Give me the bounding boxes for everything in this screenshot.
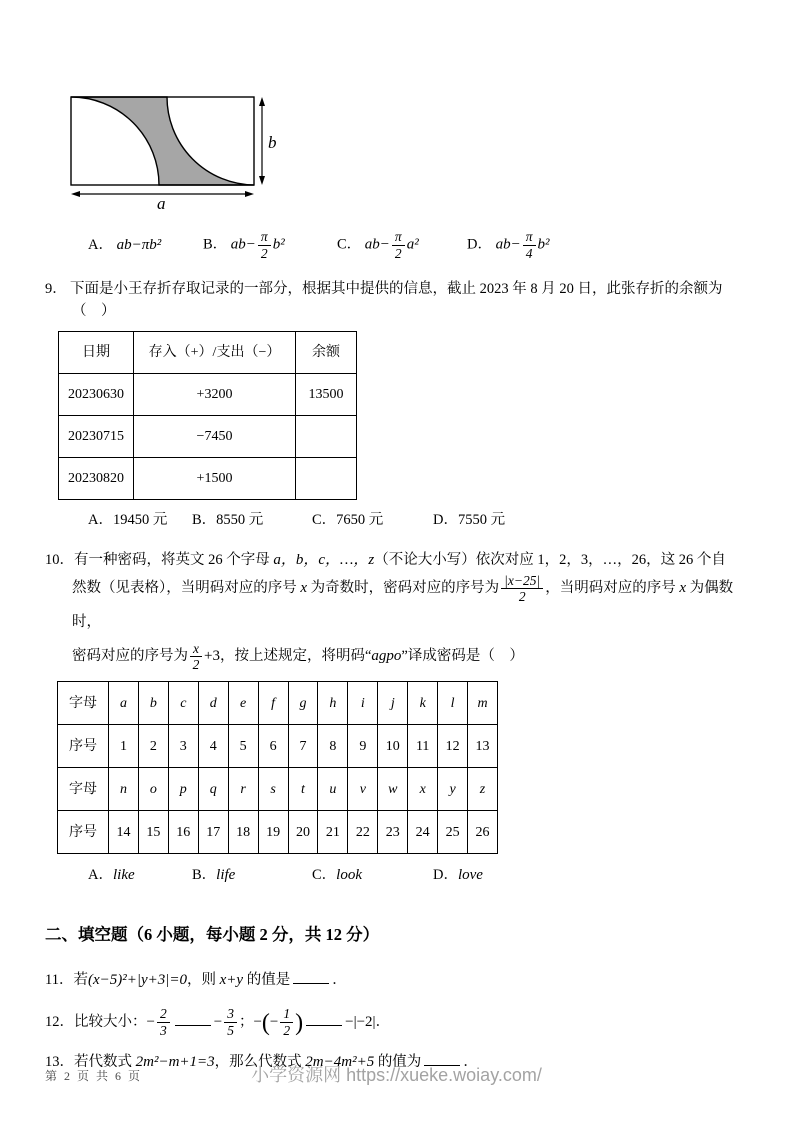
option-formula-pre: ab− bbox=[495, 236, 521, 253]
question-number: 13． bbox=[45, 1053, 74, 1070]
table-cell: h bbox=[318, 682, 348, 725]
q8-option-b bbox=[203, 229, 337, 261]
option-label: B． bbox=[192, 511, 217, 528]
fraction bbox=[224, 1006, 237, 1038]
option-label: C． bbox=[312, 511, 337, 528]
table-row bbox=[58, 811, 498, 854]
table-row bbox=[58, 768, 498, 811]
close-paren: ) bbox=[295, 1009, 304, 1036]
option-text: love bbox=[457, 866, 483, 883]
q10-var-x: x bbox=[679, 580, 686, 597]
dimension-arrow-b bbox=[259, 97, 265, 185]
q9-line2 bbox=[45, 301, 748, 323]
option-label: C． bbox=[312, 866, 337, 883]
q10-line1 bbox=[45, 549, 748, 572]
q13-equation: 2m²−m+1=3 bbox=[135, 1053, 215, 1070]
option-formula-pre: ab− bbox=[230, 236, 256, 253]
option-label: D． bbox=[467, 236, 492, 253]
table-cell: 20230715 bbox=[59, 415, 134, 457]
q10-text: ”译成密码是（ ） bbox=[401, 648, 524, 665]
q8-options-row bbox=[88, 225, 748, 265]
fraction bbox=[523, 229, 536, 261]
figure-label-b: b bbox=[268, 133, 277, 152]
table-cell: 字母 bbox=[58, 768, 109, 811]
fraction-denominator: 2 bbox=[283, 1022, 291, 1038]
option-formula: ab−πb² bbox=[116, 236, 162, 253]
table-cell: 20230630 bbox=[59, 373, 134, 415]
q11-text: ，则 bbox=[187, 972, 220, 988]
bank-record-table bbox=[58, 331, 357, 500]
fraction-numerator: 3 bbox=[224, 1006, 237, 1023]
table-cell: 21 bbox=[318, 811, 348, 854]
q10-text: （不论大小写）依次对应 1，2，3，…，26，这 26 个自 bbox=[374, 551, 726, 568]
table-cell: +3200 bbox=[134, 373, 296, 415]
page-footer bbox=[0, 1062, 793, 1089]
table-cell: 3 bbox=[168, 725, 198, 768]
option-text: life bbox=[216, 866, 236, 883]
q10-text: 有一种密码，将英文 26 个字母 bbox=[74, 551, 274, 568]
fraction-numerator: x bbox=[190, 641, 202, 658]
table-cell: −7450 bbox=[134, 415, 296, 457]
table-cell: 15 bbox=[138, 811, 168, 854]
minus-sign: − bbox=[253, 1013, 262, 1030]
table-cell: 序号 bbox=[58, 725, 109, 768]
table-cell: q bbox=[198, 768, 228, 811]
open-paren: ( bbox=[261, 1009, 270, 1036]
table-cell: e bbox=[228, 682, 258, 725]
fraction-denominator: 5 bbox=[227, 1022, 234, 1038]
fraction-denominator: 2 bbox=[518, 589, 526, 605]
fraction-numerator: π bbox=[523, 229, 536, 246]
table-cell: v bbox=[348, 768, 378, 811]
q9-option-b bbox=[192, 510, 312, 532]
answer-blank bbox=[175, 1010, 211, 1026]
table-cell: d bbox=[198, 682, 228, 725]
fraction bbox=[157, 1006, 170, 1038]
table-cell: r bbox=[228, 768, 258, 811]
q11-expression: x+y bbox=[219, 972, 244, 988]
answer-blank bbox=[293, 968, 329, 984]
table-cell: j bbox=[378, 682, 408, 725]
option-text: look bbox=[336, 866, 362, 883]
q13-text: 若代数式 bbox=[74, 1053, 136, 1070]
table-cell: x bbox=[408, 768, 438, 811]
option-formula-pre: ab− bbox=[364, 236, 390, 253]
q13-text: ． bbox=[463, 1053, 478, 1070]
fraction bbox=[392, 229, 405, 261]
q13-text: ，那么代数式 bbox=[214, 1053, 306, 1070]
table-cell: t bbox=[288, 768, 318, 811]
fraction-denominator: 4 bbox=[525, 245, 533, 261]
table-cell: 存入（+）/支出（−） bbox=[134, 331, 296, 373]
table-cell: c bbox=[168, 682, 198, 725]
question-number: 9． bbox=[45, 281, 67, 297]
q10-text: ，当明码对应的序号 bbox=[545, 580, 680, 597]
q10-text: 然数（见表格），当明码对应的序号 bbox=[72, 580, 301, 597]
table-cell: 6 bbox=[258, 725, 288, 768]
question-number: 12． bbox=[45, 1013, 74, 1030]
table-cell: 7 bbox=[288, 725, 318, 768]
site-watermark: 小学资源网 https://xueke.woiay.com/ bbox=[251, 1065, 542, 1085]
fraction bbox=[501, 573, 543, 605]
table-row bbox=[59, 457, 357, 499]
table-cell: 8 bbox=[318, 725, 348, 768]
table-cell: b bbox=[138, 682, 168, 725]
table-row bbox=[58, 725, 498, 768]
option-text: 7650 元 bbox=[336, 511, 384, 528]
shaded-region bbox=[71, 97, 254, 185]
table-cell bbox=[296, 457, 357, 499]
q10-text: 为奇数时，密码对应的序号为 bbox=[307, 580, 500, 597]
q10-option-c bbox=[312, 864, 433, 887]
q12-text: 比较大小： bbox=[74, 1013, 147, 1030]
q10-options-row bbox=[88, 863, 748, 887]
table-cell: a bbox=[109, 682, 139, 725]
table-cell: 12 bbox=[438, 725, 468, 768]
q8-option-a bbox=[88, 234, 203, 257]
table-cell: g bbox=[288, 682, 318, 725]
q9-line1 bbox=[45, 279, 748, 301]
option-label: B． bbox=[203, 236, 228, 253]
q10-var-x: x bbox=[300, 580, 308, 597]
q13-text: 的值为 bbox=[374, 1053, 422, 1070]
geometry-figure bbox=[70, 96, 748, 212]
q10-math-letters: a，b，c，…，z bbox=[273, 551, 375, 568]
table-cell: 日期 bbox=[59, 331, 134, 373]
fraction bbox=[280, 1006, 293, 1038]
option-label: C． bbox=[337, 236, 362, 253]
table-cell: 17 bbox=[198, 811, 228, 854]
fraction-numerator: 1 bbox=[280, 1006, 293, 1023]
q11-text: 的值是 bbox=[243, 972, 291, 988]
q9-option-d bbox=[433, 510, 748, 532]
q10-line2 bbox=[45, 571, 748, 639]
section-2-heading: 二、填空题（6 小题，每小题 2 分，共 12 分） bbox=[45, 925, 380, 945]
table-cell: k bbox=[408, 682, 438, 725]
table-cell: 26 bbox=[468, 811, 498, 854]
q9-option-c bbox=[312, 510, 433, 532]
answer-blank bbox=[306, 1010, 342, 1026]
q9-options-row bbox=[88, 509, 748, 533]
table-row bbox=[58, 682, 498, 725]
table-row bbox=[59, 373, 357, 415]
fraction-numerator: 2 bbox=[157, 1006, 170, 1023]
fraction-denominator: 2 bbox=[260, 245, 268, 261]
table-cell: 22 bbox=[348, 811, 378, 854]
table-cell: 字母 bbox=[58, 682, 109, 725]
fraction bbox=[258, 229, 271, 261]
question-11 bbox=[45, 968, 748, 992]
question-9 bbox=[45, 279, 748, 533]
question-12 bbox=[45, 1004, 748, 1040]
table-cell: 16 bbox=[168, 811, 198, 854]
option-text: 19450 元 bbox=[112, 511, 168, 528]
q10-text: ，按上述规定，将明码“ bbox=[219, 648, 372, 665]
q12-text: ． bbox=[375, 1013, 391, 1030]
table-cell: w bbox=[378, 768, 408, 811]
table-cell: 1 bbox=[109, 725, 139, 768]
table-cell: 23 bbox=[378, 811, 408, 854]
q10-plus3: +3 bbox=[204, 648, 220, 665]
fraction-denominator: 3 bbox=[159, 1022, 167, 1038]
option-text: 8550 元 bbox=[216, 511, 264, 528]
cipher-table bbox=[57, 681, 498, 854]
q12-abs-expression: −|−2| bbox=[345, 1013, 376, 1030]
option-text: 7550 元 bbox=[457, 511, 506, 528]
option-formula-post: a² bbox=[406, 236, 419, 253]
table-cell: l bbox=[438, 682, 468, 725]
option-text: like bbox=[112, 866, 135, 883]
q9-choice-parens: （ ） bbox=[72, 302, 116, 319]
table-cell: 序号 bbox=[58, 811, 109, 854]
table-cell bbox=[296, 415, 357, 457]
table-cell: 24 bbox=[408, 811, 438, 854]
minus-sign: − bbox=[269, 1013, 279, 1030]
q10-plaintext-agpo: agpo bbox=[371, 648, 402, 665]
table-cell: 13 bbox=[468, 725, 498, 768]
table-cell: f bbox=[258, 682, 288, 725]
option-label: A． bbox=[88, 511, 113, 528]
table-cell: +1500 bbox=[134, 457, 296, 499]
table-cell: 余额 bbox=[296, 331, 357, 373]
table-cell: s bbox=[258, 768, 288, 811]
table-cell: 25 bbox=[438, 811, 468, 854]
table-cell: 2 bbox=[138, 725, 168, 768]
fraction-numerator: |x−25| bbox=[501, 573, 543, 590]
table-cell: 14 bbox=[109, 811, 139, 854]
option-label: A． bbox=[88, 866, 113, 883]
q10-text: 密码对应的序号为 bbox=[72, 648, 188, 665]
question-number: 10． bbox=[45, 551, 74, 568]
q8-option-c bbox=[337, 229, 467, 261]
q10-option-d bbox=[433, 864, 748, 887]
minus-sign: − bbox=[213, 1013, 223, 1030]
figure-label-a: a bbox=[157, 194, 166, 212]
q11-equation: (x−5)²+|y+3|=0 bbox=[87, 972, 188, 988]
q8-option-d bbox=[467, 229, 748, 261]
table-cell: 10 bbox=[378, 725, 408, 768]
q11-text: ． bbox=[332, 972, 347, 988]
table-cell: 11 bbox=[408, 725, 438, 768]
fraction bbox=[190, 641, 202, 673]
table-cell: y bbox=[438, 768, 468, 811]
q9-option-a bbox=[88, 510, 192, 532]
table-cell: n bbox=[109, 768, 139, 811]
table-cell: 18 bbox=[228, 811, 258, 854]
table-cell: i bbox=[348, 682, 378, 725]
fraction-denominator: 2 bbox=[394, 245, 402, 261]
table-cell: z bbox=[468, 768, 498, 811]
option-label: D． bbox=[433, 866, 458, 883]
table-cell: m bbox=[468, 682, 498, 725]
q10-text: 为偶数时， bbox=[72, 580, 734, 631]
table-row bbox=[59, 415, 357, 457]
table-cell: 20230820 bbox=[59, 457, 134, 499]
q10-option-b bbox=[192, 864, 312, 887]
table-cell: o bbox=[138, 768, 168, 811]
q9-text: 下面是小王存折存取记录的一部分，根据其中提供的信息，截止 2023 年 8 月 20 日，此张存折的余额为 bbox=[70, 281, 723, 297]
q11-text: 若 bbox=[73, 972, 88, 988]
option-label: B． bbox=[192, 866, 217, 883]
option-formula-post: b² bbox=[537, 236, 550, 253]
fraction-numerator: π bbox=[258, 229, 271, 246]
option-formula-post: b² bbox=[272, 236, 285, 253]
q13-expression: 2m−4m²+5 bbox=[305, 1053, 375, 1070]
q10-line3 bbox=[45, 639, 748, 673]
table-cell: 13500 bbox=[296, 373, 357, 415]
fraction-numerator: π bbox=[392, 229, 405, 246]
q10-option-a bbox=[88, 864, 192, 887]
figure-svg bbox=[70, 96, 288, 212]
page-number: 第 2 页 共 6 页 bbox=[45, 1069, 143, 1083]
question-number: 11． bbox=[45, 972, 74, 988]
table-cell: 5 bbox=[228, 725, 258, 768]
table-cell: u bbox=[318, 768, 348, 811]
fraction-denominator: 2 bbox=[192, 657, 200, 673]
q12-text: ； bbox=[238, 1013, 254, 1030]
table-cell: 9 bbox=[348, 725, 378, 768]
table-cell: 20 bbox=[288, 811, 318, 854]
question-10 bbox=[45, 549, 748, 888]
table-cell: 4 bbox=[198, 725, 228, 768]
option-label: A． bbox=[88, 236, 113, 253]
table-cell: p bbox=[168, 768, 198, 811]
option-label: D． bbox=[433, 511, 458, 528]
table-row bbox=[59, 331, 357, 373]
minus-sign: − bbox=[146, 1013, 155, 1030]
table-cell: 19 bbox=[258, 811, 288, 854]
